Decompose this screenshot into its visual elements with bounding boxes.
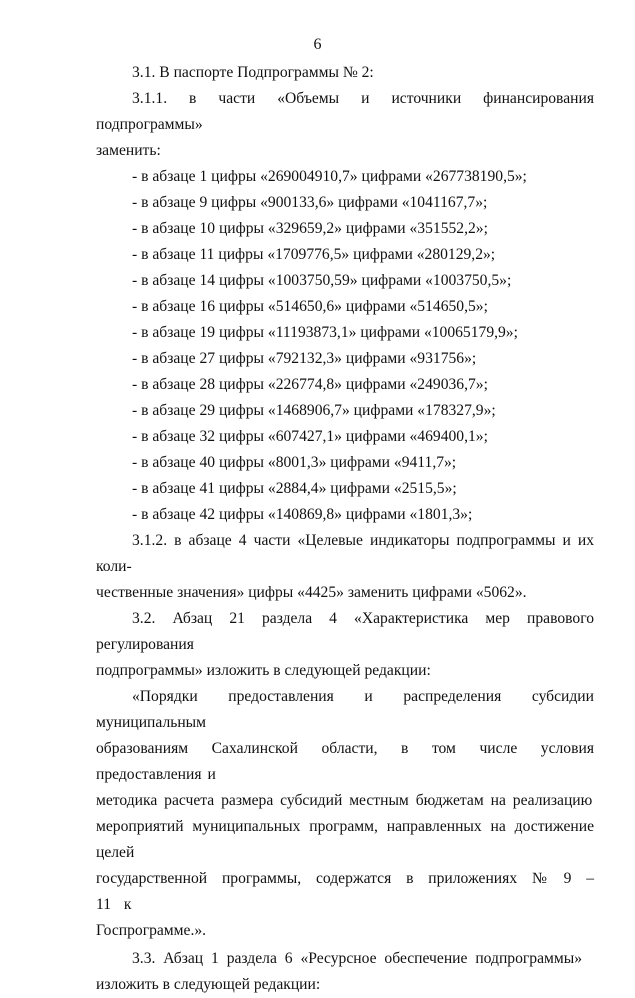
document-body <box>96 60 594 998</box>
paragraph-3-2-line-2: подпрограммы» изложить в следующей редакции: <box>96 662 431 679</box>
paragraph-3-3-line-2: изложить в следующей редакции: <box>96 976 321 993</box>
quote-line: государственной программы, содержатся в приложениях № 9 – 11 к <box>96 870 594 913</box>
quote-line: методика расчета размера субсидий местным бюджетам на реализацию <box>96 792 593 809</box>
replacement-list <box>96 164 594 528</box>
list-item: - в абзаце 27 цифры «792132,3» цифрами «931756»; <box>132 350 477 367</box>
quote-line: образованиям Сахалинской области, в том числе условия предоставления и <box>96 740 594 783</box>
list-item: - в абзаце 19 цифры «11193873,1» цифрами «10065179,9»; <box>132 324 518 341</box>
paragraph-3-1-2-line-2: чественные значения» цифры «4425» заменить цифрами «5062». <box>96 584 527 601</box>
quoted-text-block <box>96 684 594 944</box>
list-item: - в абзаце 11 цифры «1709776,5» цифрами «280129,2»; <box>132 246 496 263</box>
list-item: - в абзаце 28 цифры «226774,8» цифрами «249036,7»; <box>132 376 488 393</box>
paragraph-3-1-1-line-2: заменить: <box>96 142 161 159</box>
list-item: - в абзаце 14 цифры «1003750,59» цифрами «1003750,5»; <box>132 272 512 289</box>
list-item: - в абзаце 41 цифры «2884,4» цифрами «2515,5»; <box>132 480 457 497</box>
list-item: - в абзаце 32 цифры «607427,1» цифрами «469400,1»; <box>132 428 488 445</box>
paragraph-3-1-2-line-1: 3.1.2. в абзаце 4 части «Целевые индикаторы подпрограммы и их коли- <box>96 532 594 575</box>
list-item: - в абзаце 16 цифры «514650,6» цифрами «514650,5»; <box>132 298 488 315</box>
paragraph-3-1-1-line-1: 3.1.1. в части «Объемы и источники финансирования подпрограммы» <box>96 90 594 133</box>
list-item: - в абзаце 40 цифры «8001,3» цифрами «9411,7»; <box>132 454 457 471</box>
quote-line: Госпрограмме.». <box>96 922 207 939</box>
list-item: - в абзаце 1 цифры «269004910,7» цифрами «267738190,5»; <box>132 168 527 185</box>
page-number: 6 <box>313 36 322 53</box>
list-item: - в абзаце 9 цифры «900133,6» цифрами «1041167,7»; <box>132 194 488 211</box>
paragraph-3-2-line-1: 3.2. Абзац 21 раздела 4 «Характеристика мер правового регулирования <box>96 610 594 653</box>
paragraph-3-1: 3.1. В паспорте Подпрограммы № 2: <box>132 64 374 81</box>
list-item: - в абзаце 29 цифры «1468906,7» цифрами «178327,9»; <box>132 402 496 419</box>
list-item: - в абзаце 42 цифры «140869,8» цифрами «1801,3»; <box>132 506 473 523</box>
quote-line: мероприятий муниципальных программ, направленных на достижение целей <box>96 818 594 861</box>
list-item: - в абзаце 10 цифры «329659,2» цифрами «351552,2»; <box>132 220 488 237</box>
quote-line: «Порядки предоставления и распределения субсидии муниципальным <box>96 688 594 731</box>
paragraph-3-3-line-1: 3.3. Абзац 1 раздела 6 «Ресурсное обеспечение подпрограммы» <box>132 950 583 967</box>
